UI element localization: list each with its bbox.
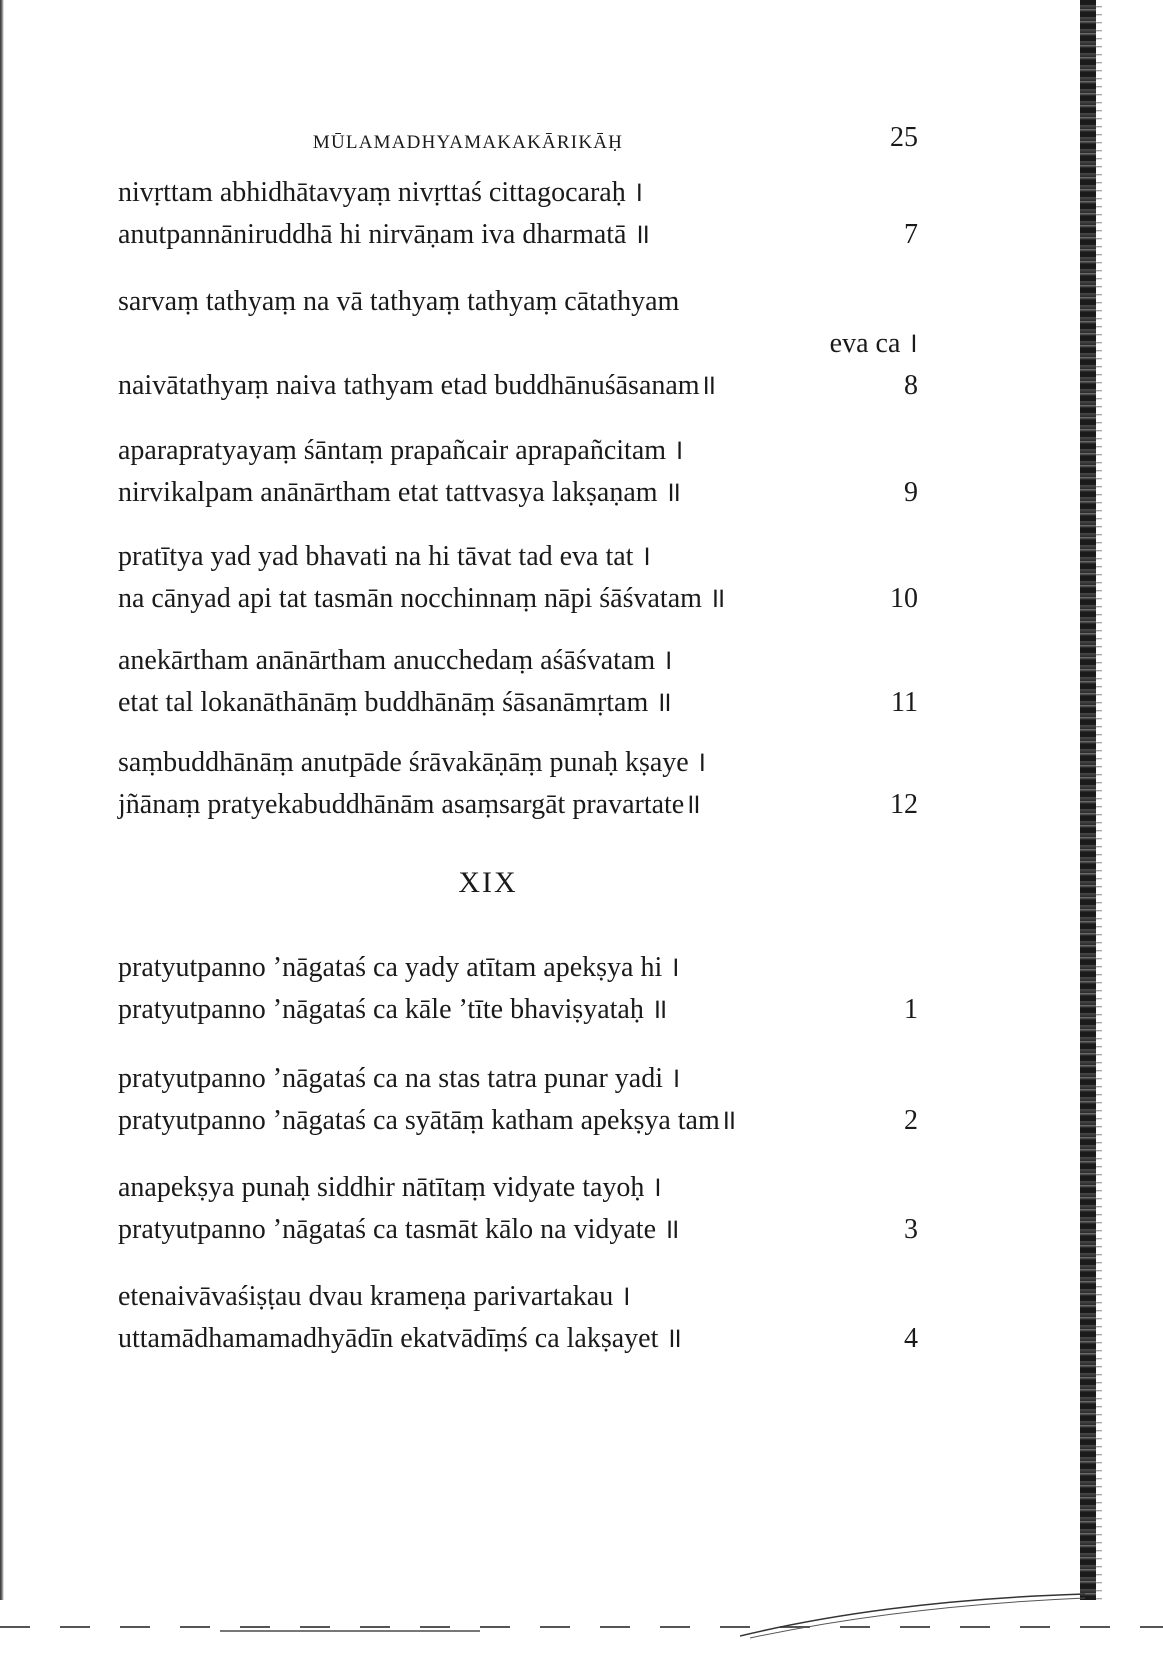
verse-text: eva ca । xyxy=(829,328,918,359)
chapter-verse-4 xyxy=(118,1276,918,1360)
verse-number: 7 xyxy=(904,219,918,250)
scan-edge-right xyxy=(1096,0,1102,1600)
verse-number: 1 xyxy=(904,994,918,1025)
verse-text: pratyutpanno ’nāgataś ca tasmāt kālo na vidyate ॥ xyxy=(118,1214,680,1245)
scan-edge-left xyxy=(0,0,4,1600)
verse-line xyxy=(118,682,918,724)
verse-12 xyxy=(118,742,918,826)
verse-number: 9 xyxy=(904,477,918,508)
verse-line xyxy=(118,430,918,472)
verse-text: pratyutpanno ’nāgataś ca yady atītam apekṣya hi । xyxy=(118,952,680,983)
verse-text: pratyutpanno ’nāgataś ca syātāṃ katham apekṣya tam॥ xyxy=(118,1105,737,1136)
verse-line xyxy=(118,281,918,323)
verse-text: nirvikalpam anānārtham etat tattvasya lakṣaṇam ॥ xyxy=(118,477,682,508)
verse-line xyxy=(118,989,918,1031)
chapter-verse-3 xyxy=(118,1167,918,1251)
verse-number: 11 xyxy=(891,687,918,718)
running-title: MŪLAMADHYAMAKAKĀRIKĀḤ xyxy=(312,132,624,153)
running-header xyxy=(118,122,918,162)
verse-text: etat tal lokanāthānāṃ buddhānāṃ śāsanāmṛtam ॥ xyxy=(118,687,673,718)
book-spine-edge xyxy=(1080,0,1096,1600)
chapter-verse-1 xyxy=(118,947,918,1031)
verse-line xyxy=(118,1276,918,1318)
chapter-verse-2 xyxy=(118,1058,918,1142)
verse-line xyxy=(118,1100,918,1142)
verse-text: etenaivāvaśiṣṭau dvau krameṇa parivartakau । xyxy=(118,1281,631,1312)
verse-line xyxy=(118,472,918,514)
verse-text: anutpannāniruddhā hi nirvāṇam iva dharmatā ॥ xyxy=(118,219,651,250)
verse-text: uttamādhamamadhyādīn ekatvādīṃś ca lakṣayet ॥ xyxy=(118,1323,683,1354)
verse-8 xyxy=(118,281,918,407)
verse-text: na cānyad api tat tasmān nocchinnaṃ nāpi śāśvatam ॥ xyxy=(118,583,726,614)
verse-text: naivātathyaṃ naiva tathyam etad buddhānuśāsanam॥ xyxy=(118,370,717,401)
verse-10 xyxy=(118,536,918,620)
verse-line xyxy=(118,578,918,620)
verse-number: 2 xyxy=(904,1105,918,1136)
verse-9 xyxy=(118,430,918,514)
verse-line-continuation xyxy=(118,323,918,365)
chapter-heading: XIX xyxy=(458,866,518,899)
verse-text: anapekṣya punaḥ siddhir nātītaṃ vidyate tayoḥ । xyxy=(118,1172,663,1203)
verse-number: 4 xyxy=(904,1323,918,1354)
verse-line xyxy=(118,1167,918,1209)
verse-number: 8 xyxy=(904,370,918,401)
page-number: 25 xyxy=(890,122,918,153)
verse-line xyxy=(118,1058,918,1100)
verse-number: 10 xyxy=(890,583,918,614)
verse-text: pratyutpanno ’nāgataś ca kāle ’tīte bhaviṣyataḥ ॥ xyxy=(118,994,668,1025)
verse-number: 12 xyxy=(890,789,918,820)
verse-11 xyxy=(118,640,918,724)
verse-text: nivṛttam abhidhātavyaṃ nivṛttaś cittagocaraḥ । xyxy=(118,177,644,208)
verse-line xyxy=(118,640,918,682)
verse-text: saṃbuddhānāṃ anutpāde śrāvakāṇāṃ punaḥ kṣaye । xyxy=(118,747,707,778)
verse-line xyxy=(118,172,918,214)
verse-line xyxy=(118,947,918,989)
verse-line xyxy=(118,742,918,784)
verse-text: pratyutpanno ’nāgataś ca na stas tatra punar yadi । xyxy=(118,1063,681,1094)
verse-text: aparapratyayaṃ śāntaṃ prapañcair aprapañcitam । xyxy=(118,435,684,466)
verse-number: 3 xyxy=(904,1214,918,1245)
verse-text: jñānaṃ pratyekabuddhānām asaṃsargāt pravartate॥ xyxy=(118,789,702,820)
verse-text: anekārtham anānārtham anucchedaṃ aśāśvatam । xyxy=(118,645,673,676)
verse-text: pratītya yad yad bhavati na hi tāvat tad eva tat । xyxy=(118,541,652,572)
verse-text: sarvaṃ tathyaṃ na vā tathyaṃ tathyaṃ cātathyam xyxy=(118,286,680,317)
verse-7 xyxy=(118,172,918,256)
scan-mark-bottom xyxy=(220,1630,480,1632)
verse-line xyxy=(118,214,918,256)
verse-line xyxy=(118,365,918,407)
verse-line xyxy=(118,536,918,578)
verse-line xyxy=(118,1209,918,1251)
page-curl-line xyxy=(740,1580,1140,1640)
verse-line xyxy=(118,1318,918,1360)
verse-line xyxy=(118,784,918,826)
